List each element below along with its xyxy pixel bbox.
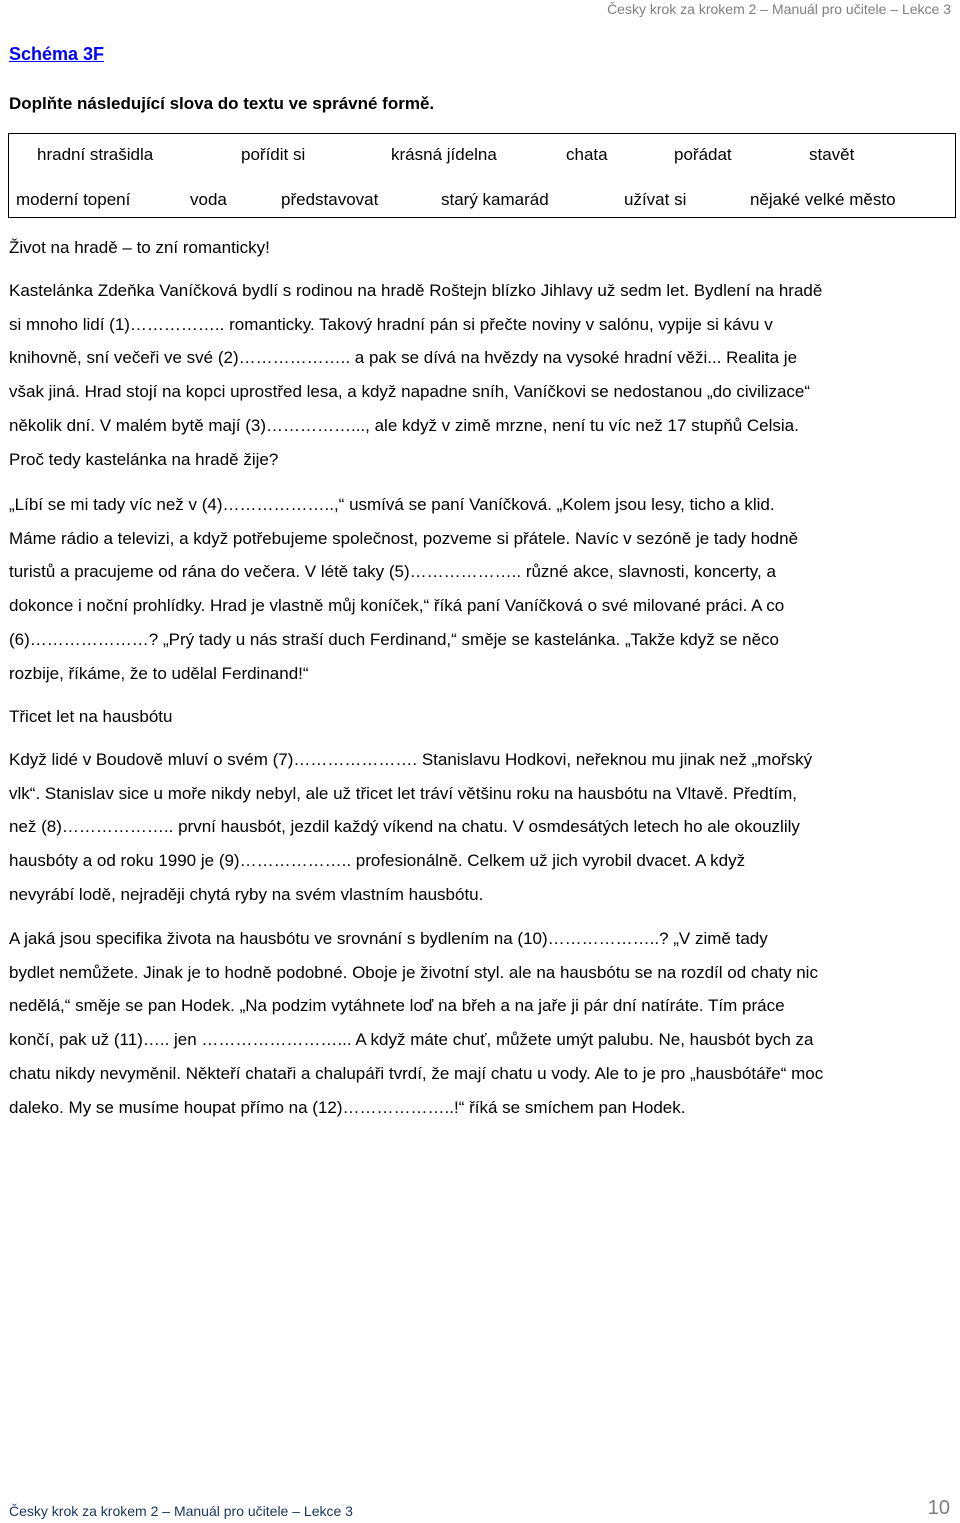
- word-bank: [8, 133, 956, 218]
- word-bank-item: nějaké velké město: [750, 190, 896, 209]
- text-line: několik dní. V malém bytě mají (3)……………..., ale když v zimě mrzne, není tu víc než 17 stupňů Celsia.: [9, 415, 799, 435]
- text-line: turistů a pracujeme od rána do večera. V létě taky (5)……………….. různé akce, slavnosti, koncerty, a: [9, 562, 776, 582]
- text-line: Máme rádio a televizi, a když potřebujeme společnost, pozveme si přátele. Navíc v sezóně je tady hodně: [9, 528, 799, 548]
- text-line: rozbije, říkáme, že to udělal Ferdinand!“: [9, 663, 309, 683]
- text-line: chatu nikdy nevyměnil. Někteří chataři a chalupáři tvrdí, že mají chatu u vody. Ale to je pro „hausbótáře“ moc: [9, 1063, 824, 1083]
- page-footer: Česky krok za krokem 2 – Manuál pro učitele – Lekce 3: [9, 1503, 353, 1519]
- text-line: hausbóty a od roku 1990 je (9)……………….. profesionálně. Celkem už jich vyrobil dvacet. A když: [9, 851, 746, 871]
- page-number: 10: [927, 1497, 950, 1519]
- section-heading-houseboat: Třicet let na hausbótu: [9, 707, 173, 726]
- text-line: A jaká jsou specifika života na hausbótu ve srovnání s bydlením na (10)………………..? „V zimě tady: [9, 929, 768, 948]
- paragraph-castle-2: [9, 488, 954, 690]
- paragraph-houseboat-2: [9, 922, 954, 1124]
- word-bank-item: hradní strašidla: [37, 145, 154, 164]
- word-bank-item: užívat si: [624, 190, 687, 209]
- text-line: nedělá,“ směje se pan Hodek. „Na podzim vytáhnete loď na břeh a na jaře ji pár dní natíráte. Tím práce: [9, 996, 785, 1016]
- word-bank-item: starý kamarád: [441, 190, 549, 209]
- text-line: než (8)……………….. první hausbót, jezdil každý víkend na chatu. V osmdesátých letech ho ale okouzlily: [9, 817, 800, 837]
- text-line: knihovně, sní večeři ve své (2)……………….. a pak se dívá na hvězdy na vysoké hradní věži... Realita je: [9, 348, 798, 368]
- text-line: Když lidé v Boudově mluví o svém (7)…………………. Stanislavu Hodkovi, neřeknou mu jinak než „mořský: [9, 750, 813, 769]
- text-line: končí, pak už (11)….. jen ……………………... A když máte chuť, můžete umýt palubu. Ne, hausbót bych za: [9, 1030, 814, 1050]
- text-line: „Líbí se mi tady víc než v (4)………………..,“ usmívá se paní Vaníčková. „Kolem jsou lesy, ticho a klid.: [9, 495, 775, 514]
- word-bank-item: představovat: [281, 190, 379, 209]
- text-line: však jiná. Hrad stojí na kopci uprostřed lesa, a když napadne sníh, Vaníčkovi se nedostanou „do civilizace“: [9, 382, 811, 402]
- word-bank-item: pořídit si: [241, 145, 306, 164]
- word-bank-item: moderní topení: [16, 190, 131, 209]
- word-bank-item: chata: [566, 145, 608, 164]
- text-line: (6)…………………? „Prý tady u nás straší duch Ferdinand,“ směje se kastelánka. „Takže když se něco: [9, 629, 780, 649]
- word-bank-item: voda: [190, 190, 227, 209]
- paragraph-houseboat-1: [9, 743, 954, 912]
- text-line: nevyrábí lodě, nejraději chytá ryby na svém vlastním hausbótu.: [9, 884, 484, 904]
- text-line: si mnoho lidí (1)…………….. romanticky. Takový hradní pán si přečte noviny v salónu, vypije si kávu v: [9, 314, 773, 334]
- word-bank-item: pořádat: [674, 145, 732, 164]
- text-line: Proč tedy kastelánka na hradě žije?: [9, 449, 279, 469]
- word-bank-item: krásná jídelna: [391, 145, 497, 164]
- word-bank-item: stavět: [809, 145, 855, 164]
- page-header: Česky krok za krokem 2 – Manuál pro učitele – Lekce 3: [607, 1, 951, 17]
- text-line: bydlet nemůžete. Jinak je to hodně podobné. Oboje je životní styl. ale na hausbótu se na rozdíl od chaty nic: [9, 962, 818, 982]
- section-heading-castle: Život na hradě – to zní romanticky!: [9, 238, 270, 257]
- instruction: Doplňte následující slova do textu ve správné formě.: [9, 94, 435, 113]
- paragraph-castle-1: [9, 274, 954, 476]
- text-line: dokonce i noční prohlídky. Hrad je vlastně můj koníček,“ říká paní Vaníčková o své milované práci. A co: [9, 596, 785, 616]
- text-line: daleko. My se musíme houpat přímo na (12)………………..!“ říká se smíchem pan Hodek.: [9, 1097, 686, 1117]
- text-line: Kastelánka Zdeňka Vaníčková bydlí s rodinou na hradě Roštejn blízko Jihlavy už sedm let. Bydlení na hradě: [9, 281, 823, 300]
- page-title: Schéma 3F: [9, 44, 105, 64]
- text-line: vlk“. Stanislav sice u moře nikdy nebyl, ale už třicet let tráví většinu roku na hausbótu na Vltavě. Předtím,: [9, 783, 798, 803]
